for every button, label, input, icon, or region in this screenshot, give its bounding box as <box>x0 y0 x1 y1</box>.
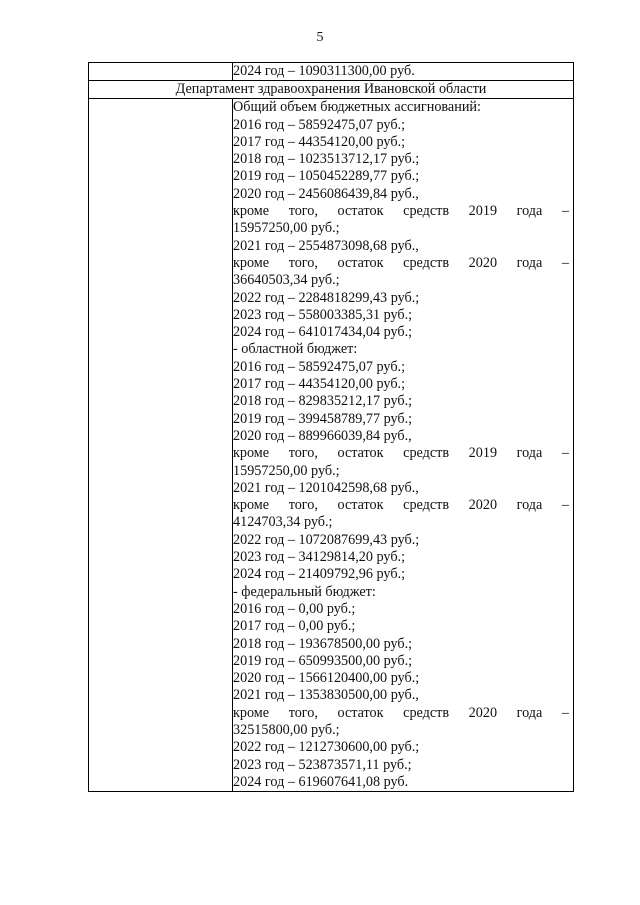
budget-line-word: – <box>561 704 569 721</box>
budget-line-word: 2020 <box>468 497 498 514</box>
budget-line-word: средств <box>403 704 450 721</box>
budget-line-word: остаток <box>337 497 384 514</box>
budget-line-word: 2020 <box>468 254 498 271</box>
budget-line-word: кроме <box>233 203 270 220</box>
budget-line-word: кроме <box>233 497 270 514</box>
budget-line: - федеральный бюджет: <box>233 583 376 600</box>
budget-line: 2016 год – 0,00 руб.; <box>233 600 356 617</box>
page-number: 5 <box>316 30 324 45</box>
budget-line: 4124703,34 руб.; <box>233 514 333 531</box>
budget-line-word: остаток <box>337 254 384 271</box>
budget-table <box>88 62 574 792</box>
budget-line-word: – <box>561 203 569 220</box>
table-row <box>89 81 574 99</box>
budget-line: 2021 год – 1201042598,68 руб., <box>233 479 419 496</box>
budget-line: 15957250,00 руб.; <box>233 220 340 237</box>
budget-line: 2022 год – 1212730600,00 руб.; <box>233 739 420 756</box>
budget-line-word: средств <box>403 497 450 514</box>
budget-line: 2024 год – 21409792,96 руб.; <box>233 566 406 583</box>
budget-line: 2018 год – 1023513712,17 руб.; <box>233 151 420 168</box>
budget-line: 2023 год – 523873571,11 руб.; <box>233 756 412 773</box>
budget-line-word: средств <box>403 254 450 271</box>
budget-line: 2023 год – 558003385,31 руб.; <box>233 306 413 323</box>
budget-line: 2017 год – 44354120,00 руб.; <box>233 376 406 393</box>
budget-line-justified <box>233 203 573 220</box>
budget-line-word: года <box>516 203 543 220</box>
budget-line-word: того, <box>288 203 318 220</box>
budget-line: 2020 год – 889966039,84 руб., <box>233 427 412 444</box>
budget-line: 15957250,00 руб.; <box>233 462 340 479</box>
budget-line: 2019 год – 399458789,77 руб.; <box>233 410 413 427</box>
budget-line: 36640503,34 руб.; <box>233 272 340 289</box>
budget-line: 2018 год – 193678500,00 руб.; <box>233 635 413 652</box>
budget-line: 2016 год – 58592475,07 руб.; <box>233 116 406 133</box>
budget-lines <box>233 99 573 791</box>
budget-line: - областной бюджет: <box>233 341 358 358</box>
budget-line-word: года <box>516 704 543 721</box>
budget-line-word: кроме <box>233 704 270 721</box>
budget-line-word: того, <box>288 254 318 271</box>
table-row <box>89 63 574 81</box>
budget-line: 2022 год – 1072087699,43 руб.; <box>233 531 420 548</box>
budget-line: 2017 год – 0,00 руб.; <box>233 618 356 635</box>
budget-line-word: – <box>561 445 569 462</box>
budget-line: 2022 год – 2284818299,43 руб.; <box>233 289 420 306</box>
department-title: Департамент здравоохранения Ивановской области <box>89 81 574 99</box>
budget-line-justified <box>233 497 573 514</box>
budget-line-word: года <box>516 254 543 271</box>
budget-line-word: – <box>561 497 569 514</box>
budget-line-justified <box>233 445 573 462</box>
budget-line-word: остаток <box>337 704 384 721</box>
budget-line: 2021 год – 1353830500,00 руб., <box>233 687 419 704</box>
budget-line-word: средств <box>403 203 450 220</box>
budget-line-word: 2019 <box>468 445 498 462</box>
budget-allocations-cell <box>233 99 574 792</box>
budget-line-word: 2020 <box>468 704 498 721</box>
budget-line: 32515800,00 руб.; <box>233 721 340 738</box>
budget-line-word: кроме <box>233 254 270 271</box>
budget-line-word: средств <box>403 445 450 462</box>
budget-line: 2018 год – 829835212,17 руб.; <box>233 393 413 410</box>
budget-line-word: остаток <box>337 445 384 462</box>
budget-line: 2019 год – 1050452289,77 руб.; <box>233 168 420 185</box>
budget-line-justified <box>233 255 573 272</box>
budget-line: 2024 год – 641017434,04 руб.; <box>233 324 413 341</box>
budget-line: 2020 год – 1566120400,00 руб.; <box>233 670 420 687</box>
budget-line-justified <box>233 705 573 722</box>
budget-line-word: – <box>561 254 569 271</box>
budget-line-word: кроме <box>233 445 270 462</box>
budget-line-word: того, <box>288 704 318 721</box>
budget-line: 2020 год – 2456086439,84 руб., <box>233 185 419 202</box>
table-row <box>89 99 574 792</box>
budget-line: 2023 год – 34129814,20 руб.; <box>233 549 406 566</box>
top-row-value: 2024 год – 1090311300,00 руб. <box>233 63 574 81</box>
budget-line-word: года <box>516 445 543 462</box>
budget-line: 2017 год – 44354120,00 руб.; <box>233 133 406 150</box>
budget-line: Общий объем бюджетных ассигнований: <box>233 99 481 116</box>
budget-line-word: того, <box>288 497 318 514</box>
budget-line: 2021 год – 2554873098,68 руб., <box>233 237 419 254</box>
budget-line: 2016 год – 58592475,07 руб.; <box>233 358 406 375</box>
budget-line-word: того, <box>288 445 318 462</box>
budget-line-word: 2019 <box>468 203 498 220</box>
empty-label-cell <box>89 63 233 81</box>
empty-label-cell <box>89 99 233 792</box>
budget-line-word: остаток <box>337 203 384 220</box>
budget-line: 2019 год – 650993500,00 руб.; <box>233 652 413 669</box>
budget-line: 2024 год – 619607641,08 руб. <box>233 773 409 790</box>
budget-line-word: года <box>516 497 543 514</box>
